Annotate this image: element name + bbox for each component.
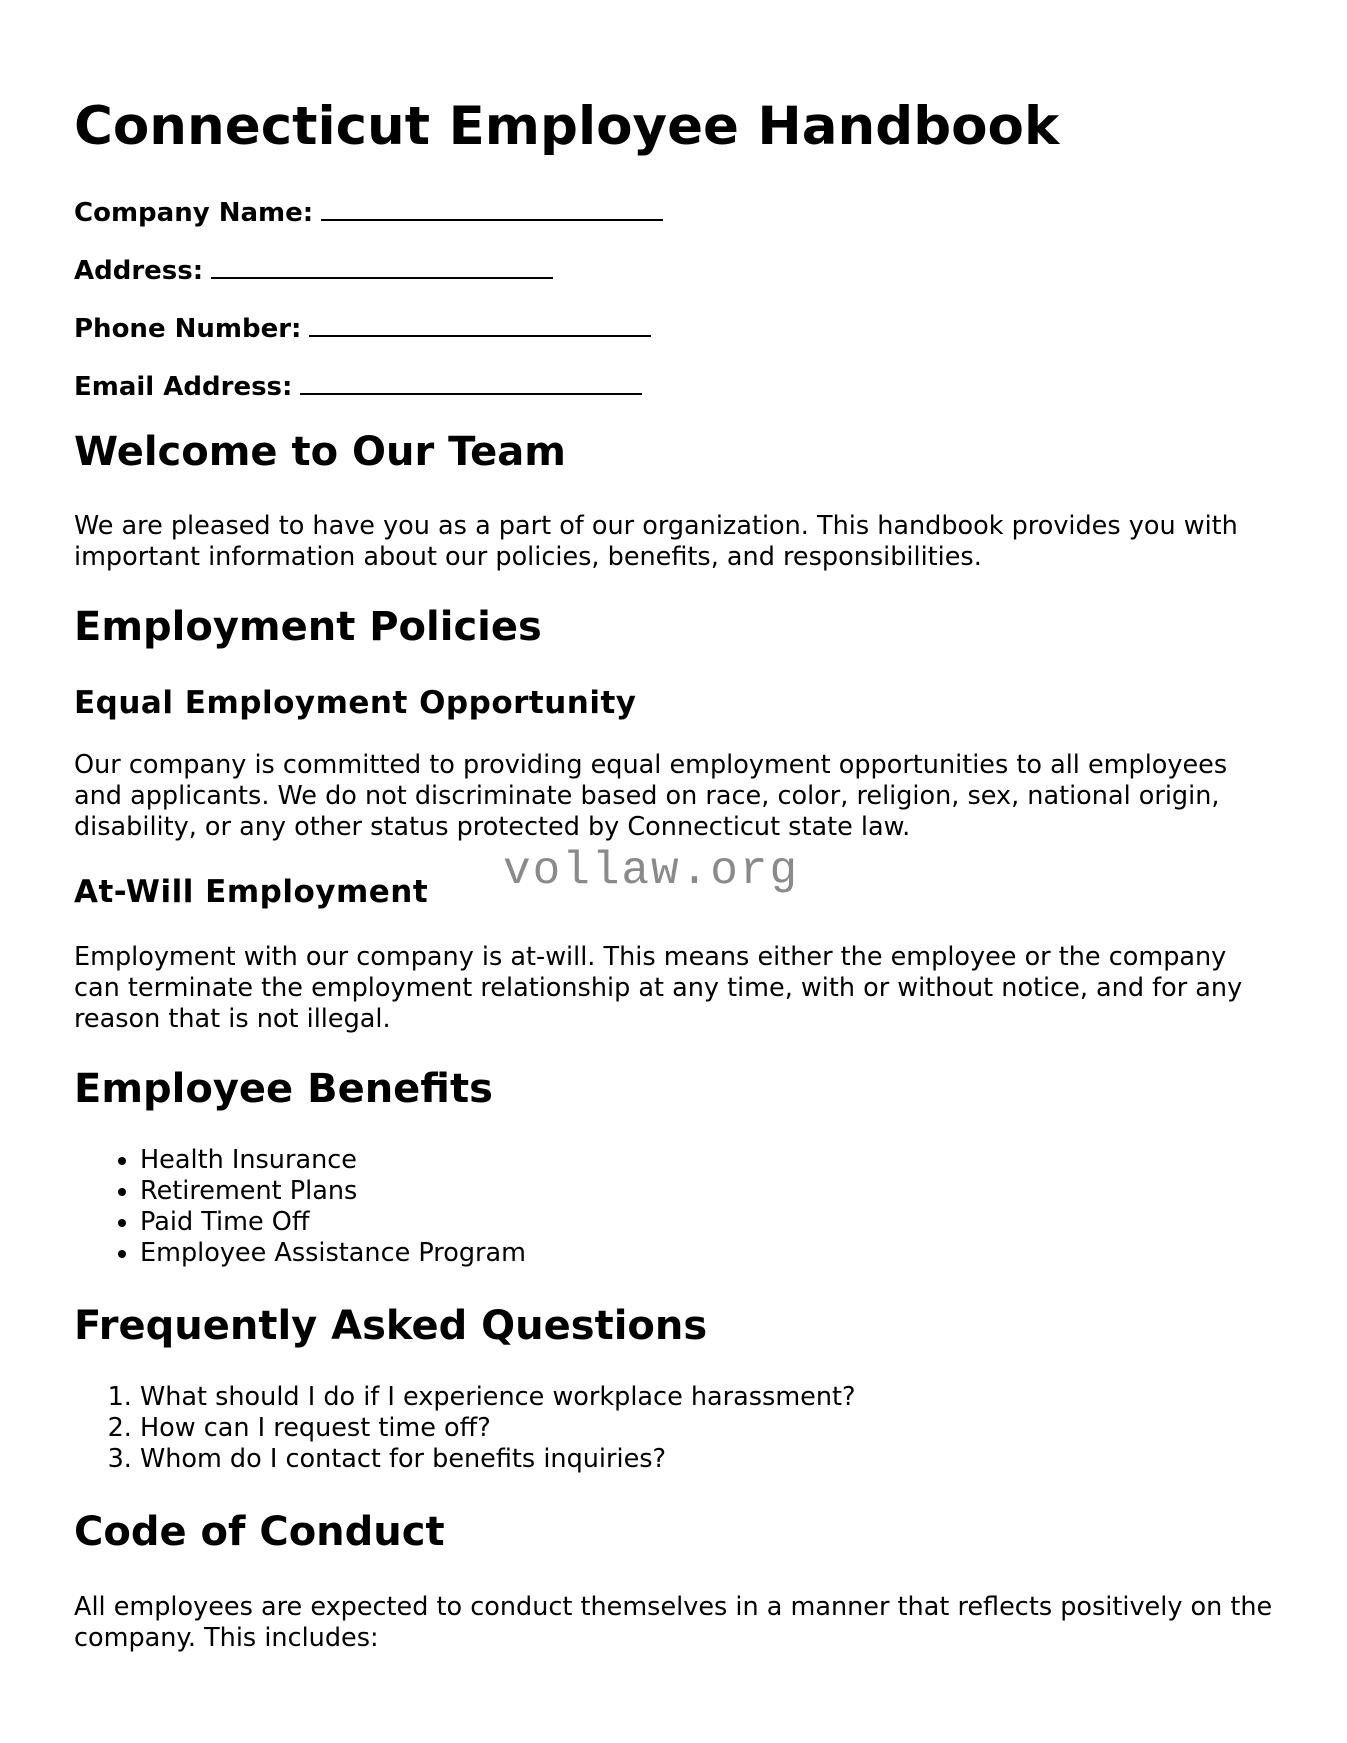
list-item: • Health Insurance [140, 1145, 526, 1176]
list-item: 1. What should I do if I experience workplace harassment? [140, 1382, 856, 1413]
address-label: Address: [74, 256, 204, 286]
welcome-heading: Welcome to Our Team [74, 429, 566, 475]
benefits-list [74, 1145, 526, 1269]
list-item: • Employee Assistance Program [140, 1238, 526, 1269]
faq-list [74, 1382, 856, 1475]
welcome-text: We are pleased to have you as a part of our organization. This handbook provides you with important information about our policies, benefits, and responsibilities. [74, 511, 1238, 572]
phone-number-blank[interactable] [309, 309, 651, 337]
company-name-blank[interactable] [321, 193, 663, 221]
company-name-field [74, 193, 663, 229]
conduct-heading: Code of Conduct [74, 1509, 445, 1555]
employment-policies-heading: Employment Policies [74, 604, 542, 650]
email-address-label: Email Address: [74, 372, 293, 402]
at-will-heading: At-Will Employment [74, 874, 429, 910]
list-item: 3. Whom do I contact for benefits inquiries? [140, 1444, 856, 1475]
email-address-blank[interactable] [300, 367, 642, 395]
address-blank[interactable] [211, 251, 553, 279]
phone-number-label: Phone Number: [74, 314, 302, 344]
list-item: • Paid Time Off [140, 1207, 526, 1238]
eeo-text: Our company is committed to providing equal employment opportunities to all employees and applicants. We do not discriminate based on race, color, religion, sex, national origin, disability, or any other status protected by Connecticut state law. [74, 750, 1228, 842]
at-will-text: Employment with our company is at-will. This means either the employee or the company can terminate the employment relationship at any time, with or without notice, and for any reason that is not illegal. [74, 942, 1243, 1034]
faq-heading: Frequently Asked Questions [74, 1303, 708, 1349]
watermark: vollaw.org [503, 845, 800, 897]
phone-number-field [74, 309, 651, 345]
conduct-text: All employees are expected to conduct themselves in a manner that reflects positively on the company. This includes: [74, 1592, 1273, 1653]
list-item: 2. How can I request time off? [140, 1413, 856, 1444]
benefits-heading: Employee Benefits [74, 1066, 493, 1112]
company-name-label: Company Name: [74, 198, 314, 228]
list-item: • Retirement Plans [140, 1176, 526, 1207]
document-title: Connecticut Employee Handbook [74, 96, 1060, 157]
address-field [74, 251, 553, 287]
email-address-field [74, 367, 642, 403]
eeo-heading: Equal Employment Opportunity [74, 685, 637, 721]
